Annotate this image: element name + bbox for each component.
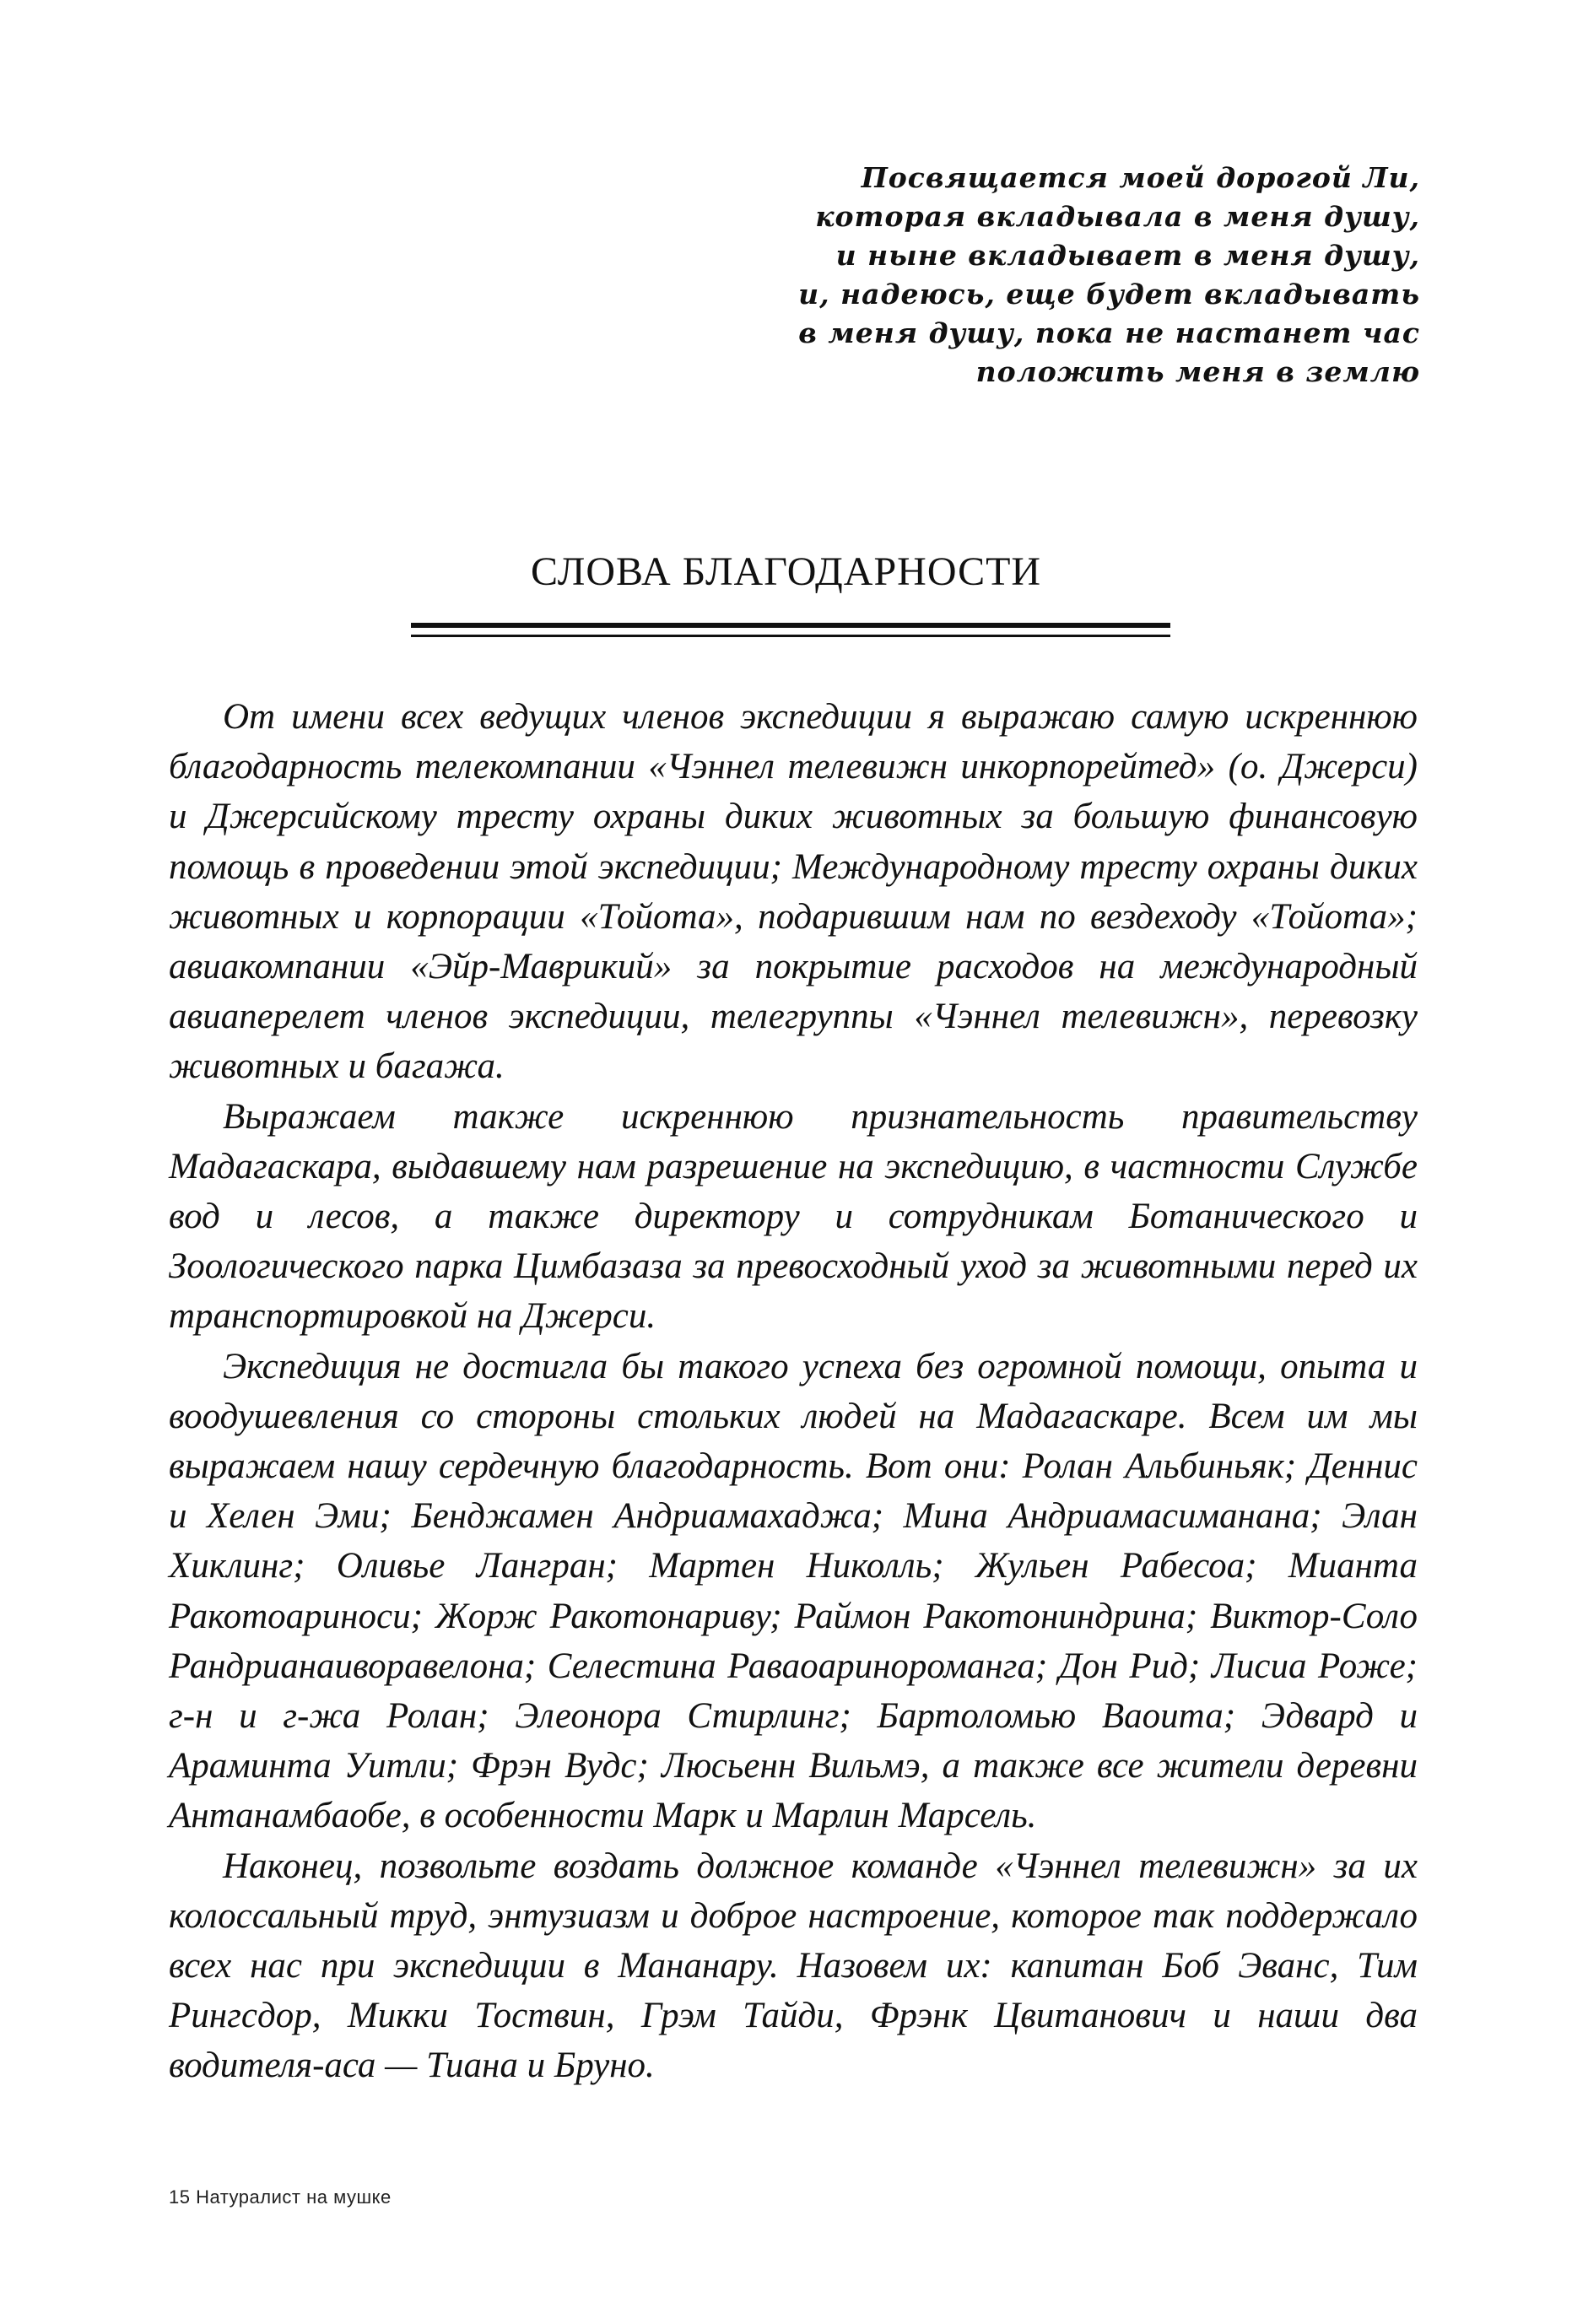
paragraph: Наконец, позвольте воздать должное команде «Чэннел телевижн» за их колоссальный труд, энтузиазм и доброе настроение, которое так поддержало всех нас при экспедиции в Мананару. Назовем их: капитан Боб Эванс, Тим Рингсдор, Микки Тоствин, Грэм Тайди, Фрэнк Цвитанович и наши два водителя-аса — Тиана и Бруно.: [169, 1846, 1418, 2086]
paragraph: Выражаем также искреннюю признательность правительству Мадагаскара, выдавшему нам разрешение на экспедицию, в частности Службе вод и лесов, а также директору и сотрудникам Ботанического и Зоологического парка Цимбазаза за превосходный уход за животными перед их транспортировкой на Джерси.: [169, 1096, 1418, 1337]
dedication: [661, 159, 1420, 392]
page-footer: 15 Натуралист на мушке: [169, 2186, 392, 2208]
dedication-line: и, надеюсь, еще будет вкладывать: [798, 278, 1420, 311]
dedication-line: положить меня в землю: [975, 355, 1420, 388]
dedication-line: в меня душу, пока не настанет час: [798, 316, 1420, 349]
heading-rule-thick: [411, 623, 1170, 628]
heading-rule-thin: [411, 635, 1170, 637]
paragraph: Экспедиция не достигла бы такого успеха без огромной помощи, опыта и воодушевления со стороны стольких людей на Мадагаскаре. Всем им мы выражаем нашу сердечную благодарность. Вот они: Ролан Альбиньяк; Деннис и Хелен Эми; Бенджамен Андриамахаджа; Мина Андриамасиманана; Элан Хиклинг; Оливье Лангран; Мартен Николль; Жульен Рабесоа; Мианта Ракотоариноси; Жорж Ракотонариву; Раймон Ракотониндрина; Виктор-Соло Рандрианаиворавелона; Селестина Раваоаринороманга; Дон Рид; Лисиа Роже; г-н и г-жа Ролан; Элеонора Стирлинг; Бартоломью Ваоита; Эдвард и Араминта Уитли; Фрэн Вудс; Люсьенн Вильмэ, а также все жители деревни Антанамбаобе, в особенности Марк и Марлин Марсель.: [169, 1346, 1418, 1836]
dedication-line: Посвящается моей дорогой Ли,: [861, 161, 1420, 194]
paragraph: От имени всех ведущих членов экспедиции я выражаю самую искреннюю благодарность телекомпании «Чэннел телевижн инкорпорейтед» (о. Джерси) и Джерсийскому тресту охраны диких животных за большую финансовую помощь в проведении этой экспедиции; Международному тресту охраны диких животных и корпорации «Тойота», подарившим нам по вездеходу «Тойота»; авиакомпании «Эйр-Маврикий» за покрытие расходов на международный авиаперелет членов экспедиции, телегруппы «Чэннел телевижн», перевозку животных и багажа.: [169, 697, 1418, 1087]
section-title: СЛОВА БЛАГОДАРНОСТИ: [530, 549, 1042, 594]
dedication-line: и ныне вкладывает в меня душу,: [835, 239, 1420, 272]
acknowledgements-text: [169, 692, 1418, 2091]
section-heading: [0, 549, 1572, 595]
dedication-line: которая вкладывала в меня душу,: [815, 200, 1420, 233]
